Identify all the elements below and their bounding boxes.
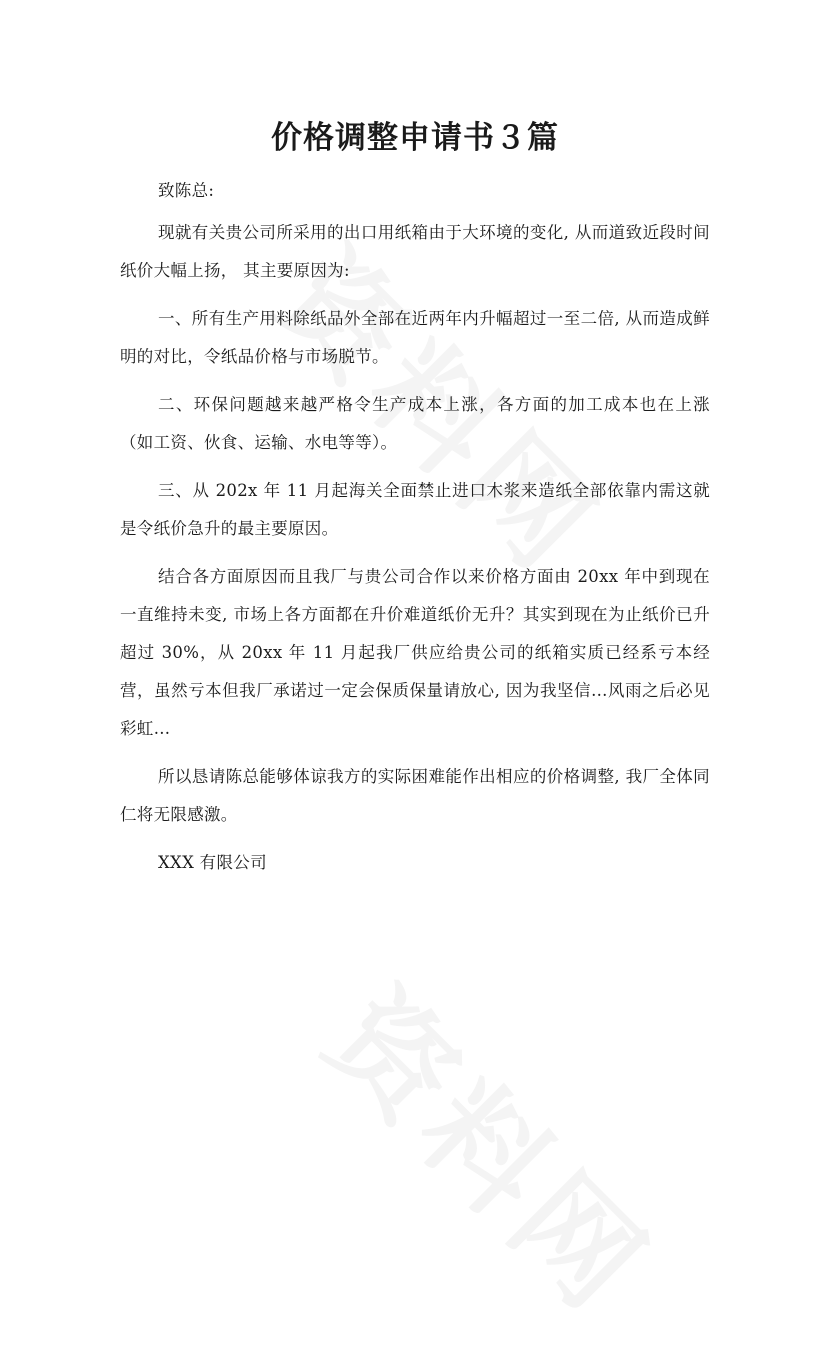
watermark xyxy=(296,947,693,1344)
page-title: 价格调整申请书３篇 xyxy=(271,120,559,156)
paragraph-reason-3: 三、从 202x 年 11 月起海关全面禁止进口木浆来造纸全部依靠内需这就是令纸价急升的最主要原因。 xyxy=(120,481,710,538)
paragraph-summary: 结合各方面原因而且我厂与贵公司合作以来价格方面由 20xx 年中到现在一直维持未变, 市场上各方面都在升价难道纸价无升？其实到现在为止纸价已升超过 30%，从 20xx 年 11 月起我厂供应给贵公司的纸箱实质已经系亏本经营，虽然亏本但我厂承诺过一定会保质保量请放心, 因为我坚信…风雨之后必见彩虹… xyxy=(120,567,710,738)
paragraph-intro: 现就有关贵公司所采用的出口用纸箱由于大环境的变化, 从而道致近段时间纸价大幅上扬， 其主要原因为: xyxy=(120,223,710,280)
signature: XXX 有限公司 xyxy=(158,853,267,872)
paragraph-reason-1: 一、所有生产用料除纸品外全部在近两年内升幅超过一至二倍, 从而造成鲜明的对比，令纸品价格与市场脱节。 xyxy=(120,309,710,366)
paragraph-request: 所以恳请陈总能够体谅我方的实际困难能作出相应的价格调整, 我厂全体同仁将无限感激。 xyxy=(120,767,710,824)
greeting: 致陈总: xyxy=(158,181,215,200)
paragraph-reason-2: 二、环保问题越来越严格令生产成本上涨，各方面的加工成本也在上涨（如工资、伙食、运输、水电等等）。 xyxy=(120,395,710,452)
letter-body xyxy=(120,172,710,892)
